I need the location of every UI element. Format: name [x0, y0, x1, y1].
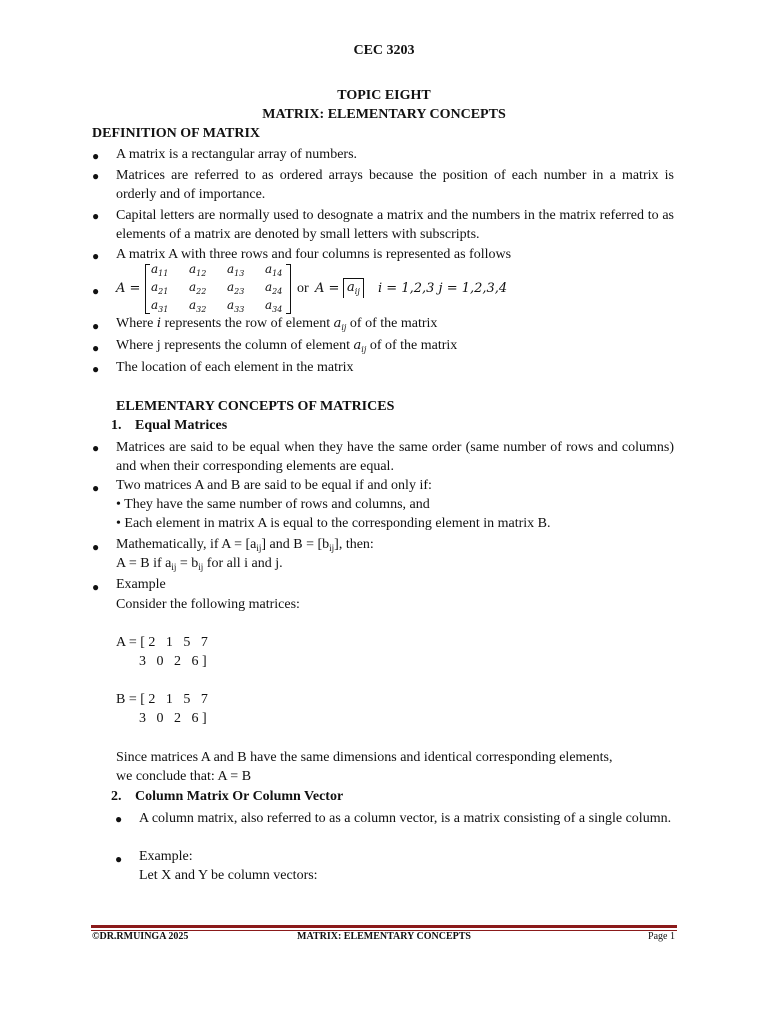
column-bullet-2-line-2: Let X and Y be column vectors: [139, 868, 318, 883]
conclusion-line-2: we conclude that: A = B [116, 769, 252, 784]
bullet-icon: ● [92, 284, 100, 298]
equal-bullet-4: Example [116, 577, 166, 592]
subsection-2-number: 2. [111, 789, 122, 804]
bullet-icon: ● [92, 249, 100, 263]
equal-bullet-1: Matrices are said to be equal when they have the same order (same number of rows and columns) and when their corresponding elements are equal. [116, 440, 674, 474]
course-code: CEC 3203 [353, 43, 415, 58]
bullet-icon: ● [92, 441, 100, 455]
subsection-2-title: Column Matrix Or Column Vector [135, 789, 344, 804]
bullet-icon: ● [92, 209, 100, 223]
bullet-icon: ● [92, 341, 100, 355]
equal-bullet-3-line-2: A = B if $a_{ij} = b_{ij}$ for all i and j. [116, 556, 283, 572]
equation-index-range: i = 1,2,3 j = 1,2,3,4 [378, 281, 508, 296]
bullet-icon: ● [92, 481, 100, 495]
bullet-icon: ● [92, 169, 100, 183]
equal-bullet-2-line-2: • They have the same number of rows and columns, and [116, 497, 430, 512]
conclusion-line-1: Since matrices A and B have the same dimensions and identical corresponding elements, [116, 750, 613, 765]
definition-heading: DEFINITION OF MATRIX [92, 126, 261, 141]
example-intro: Consider the following matrices: [116, 597, 300, 612]
definition-bullet-2: Matrices are referred to as ordered arrays because the position of each number in a matrix is orderly and of importance. [116, 168, 674, 202]
matrix-row: $a_{11}$ $a_{12}$ $a_{13}$ $a_{14}$ [151, 262, 283, 278]
column-bullet-2-line-1: Example: [139, 849, 193, 864]
page-title: MATRIX: ELEMENTARY CONCEPTS [262, 107, 506, 122]
definition-bullet-8: The location of each element in the matrix [116, 360, 354, 375]
subsection-1-title: Equal Matrices [135, 418, 228, 433]
bullet-icon: ● [115, 852, 123, 866]
footer-page-number: Page 1 [648, 931, 675, 942]
equal-bullet-2-line-1: Two matrices A and B are said to be equal if and only if: [116, 478, 432, 493]
footer-title: MATRIX: ELEMENTARY CONCEPTS [297, 931, 471, 942]
section-heading: ELEMENTARY CONCEPTS OF MATRICES [116, 399, 395, 414]
bullet-icon: ● [92, 149, 100, 163]
equation-or: or [297, 281, 309, 296]
column-bullet-1: A column matrix, also referred to as a column vector, is a matrix consisting of a single column. [139, 811, 672, 826]
definition-bullet-3: Capital letters are normally used to desognate a matrix and the numbers in the matrix referred to as elements of a matrix are denoted by small letters with subscripts. [116, 208, 674, 242]
bullet-icon: ● [92, 319, 100, 333]
topic-label: TOPIC EIGHT [337, 88, 431, 103]
matrix-b-row-1: B = [ 2 1 5 7 [116, 692, 208, 707]
matrix-b-row-2: 3 0 2 6 ] [139, 711, 207, 726]
equation-a-label: A = [116, 281, 141, 296]
matrix-right-bracket [286, 264, 291, 314]
definition-bullet-7: Where j represents the column of element $a_{ij}$ of of the matrix [116, 338, 458, 354]
equal-bullet-2-line-3: • Each element in matrix A is equal to the corresponding element in matrix B. [116, 516, 551, 531]
matrix-a-row-2: 3 0 2 6 ] [139, 654, 207, 669]
matrix-a-row-1: A = [ 2 1 5 7 [116, 635, 208, 650]
footer-copyright: ©DR.RMUINGA 2025 [92, 931, 189, 942]
footer-rule-thick [91, 925, 677, 928]
matrix-left-bracket [145, 264, 150, 314]
equation-a-label-2: A = [315, 281, 340, 296]
bullet-icon: ● [92, 362, 100, 376]
bullet-icon: ● [115, 812, 123, 826]
matrix-row: $a_{31}$ $a_{32}$ $a_{33}$ $a_{34}$ [151, 298, 283, 314]
equal-bullet-3-line-1: Mathematically, if $A = [a_{ij}]$ and $B = [b_{ij}]$, then: [116, 537, 374, 553]
definition-bullet-4: A matrix A with three rows and four columns is represented as follows [116, 247, 512, 262]
bullet-icon: ● [92, 580, 100, 594]
equation-aij: $a_{ij}$ [343, 278, 364, 298]
matrix-a-grid [151, 262, 291, 316]
definition-bullet-6: Where i represents the row of element $a_{ij}$ of of the matrix [116, 316, 438, 332]
definition-bullet-1: A matrix is a rectangular array of numbers. [116, 147, 358, 162]
subsection-1-number: 1. [111, 418, 122, 433]
bullet-icon: ● [92, 540, 100, 554]
matrix-row: $a_{21}$ $a_{22}$ $a_{23}$ $a_{24}$ [151, 280, 283, 296]
